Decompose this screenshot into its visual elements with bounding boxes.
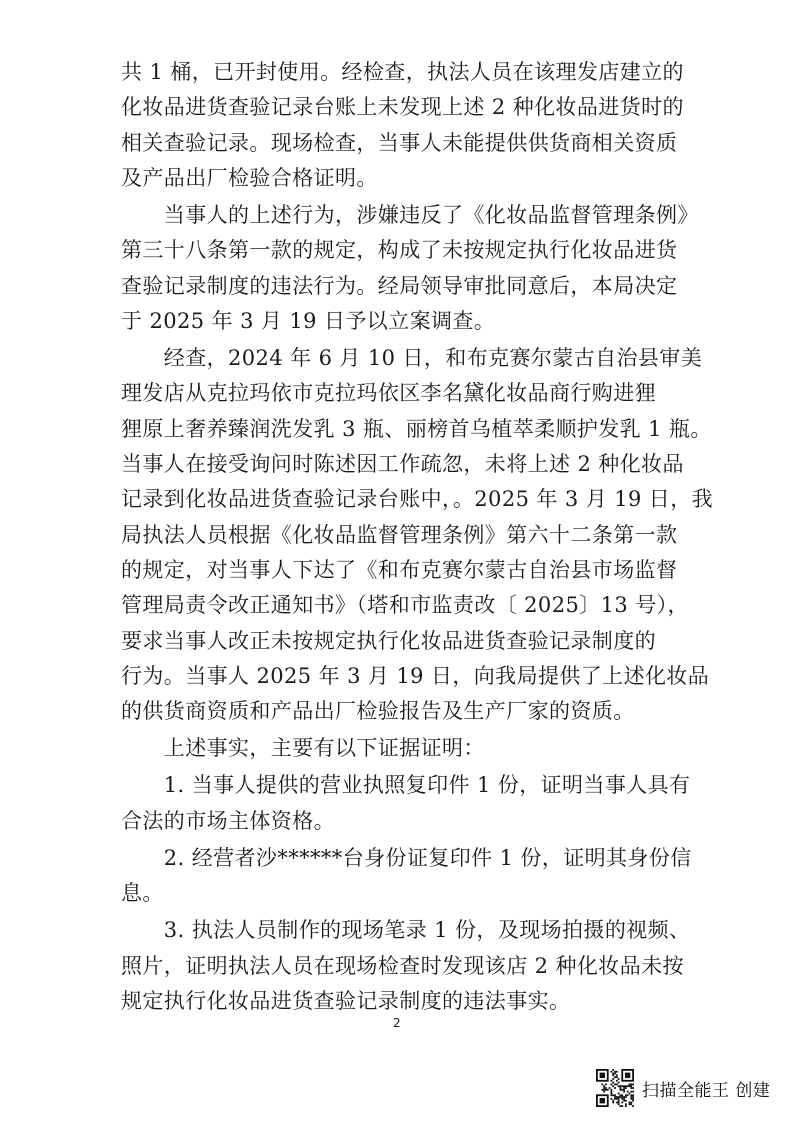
body-line: 共 1 桶，已开封使用。经检查，执法人员在该理发店建立的 — [121, 60, 684, 84]
body-line: 的规定，对当事人下达了《和布克赛尔蒙古自治县市场监督 — [121, 558, 678, 582]
body-line: 经查，2024 年 6 月 10 日，和布克赛尔蒙古自治县审美 — [121, 346, 703, 370]
body-line: 上述事实，主要有以下证据证明： — [121, 736, 485, 760]
body-line: 息。 — [121, 881, 164, 905]
watermark-text: 扫描全能王 创建 — [642, 1080, 771, 1101]
body-line: 规定执行化妆品进货查验记录制度的违法事实。 — [121, 989, 571, 1013]
body-line: 合法的市场主体资格。 — [121, 809, 335, 833]
body-line: 记录到化妆品进货查验记录台账中，。2025 年 3 月 19 日，我 — [121, 487, 714, 511]
body-line: 及产品出厂检验合格证明。 — [121, 166, 378, 190]
body-line: 2. 经营者沙******台身份证复印件 1 份，证明其身份信 — [121, 846, 692, 870]
body-line: 相关查验记录。现场检查，当事人未能提供供货商相关资质 — [121, 131, 678, 155]
body-line: 化妆品进货查验记录台账上未发现上述 2 种化妆品进货时的 — [121, 95, 684, 119]
page-number: 2 — [393, 1016, 401, 1030]
body-line: 当事人在接受询问时陈述因工作疏忽，未将上述 2 种化妆品 — [121, 452, 684, 476]
body-line: 局执法人员根据《化妆品监督管理条例》第六十二条第一款 — [121, 523, 678, 547]
body-line: 3. 执法人员制作的现场笔录 1 份，及现场拍摄的视频、 — [121, 918, 691, 942]
body-line: 当事人的上述行为，涉嫌违反了《化妆品监督管理条例》 — [121, 203, 699, 227]
body-line: 于 2025 年 3 月 19 日予以立案调查。 — [121, 309, 496, 333]
body-line: 狸原上奢养臻润洗发乳 3 瓶、丽榜首乌植萃柔顺护发乳 1 瓶。 — [121, 417, 712, 441]
body-line: 行为。当事人 2025 年 3 月 19 日，向我局提供了上述化妆品 — [121, 664, 710, 688]
body-line: 1. 当事人提供的营业执照复印件 1 份，证明当事人具有 — [121, 773, 691, 797]
body-line: 照片，证明执法人员在现场检查时发现该店 2 种化妆品未按 — [121, 954, 684, 978]
scanner-watermark — [596, 1068, 770, 1108]
qr-code-icon — [596, 1069, 634, 1107]
body-line: 要求当事人改正未按规定执行化妆品进货查验记录制度的 — [121, 629, 656, 653]
body-line: 理发店从克拉玛依市克拉玛依区李名黛化妆品商行购进狸 — [121, 381, 656, 405]
body-line: 查验记录制度的违法行为。经局领导审批同意后，本局决定 — [121, 274, 678, 298]
body-line: 第三十八条第一款的规定，构成了未按规定执行化妆品进货 — [121, 238, 678, 262]
body-line: 管理局责令改正通知书》（塔和市监责改〔 2025〕13 号）， — [121, 593, 689, 617]
body-line: 的供货商资质和产品出厂检验报告及生产厂家的资质。 — [121, 699, 635, 723]
